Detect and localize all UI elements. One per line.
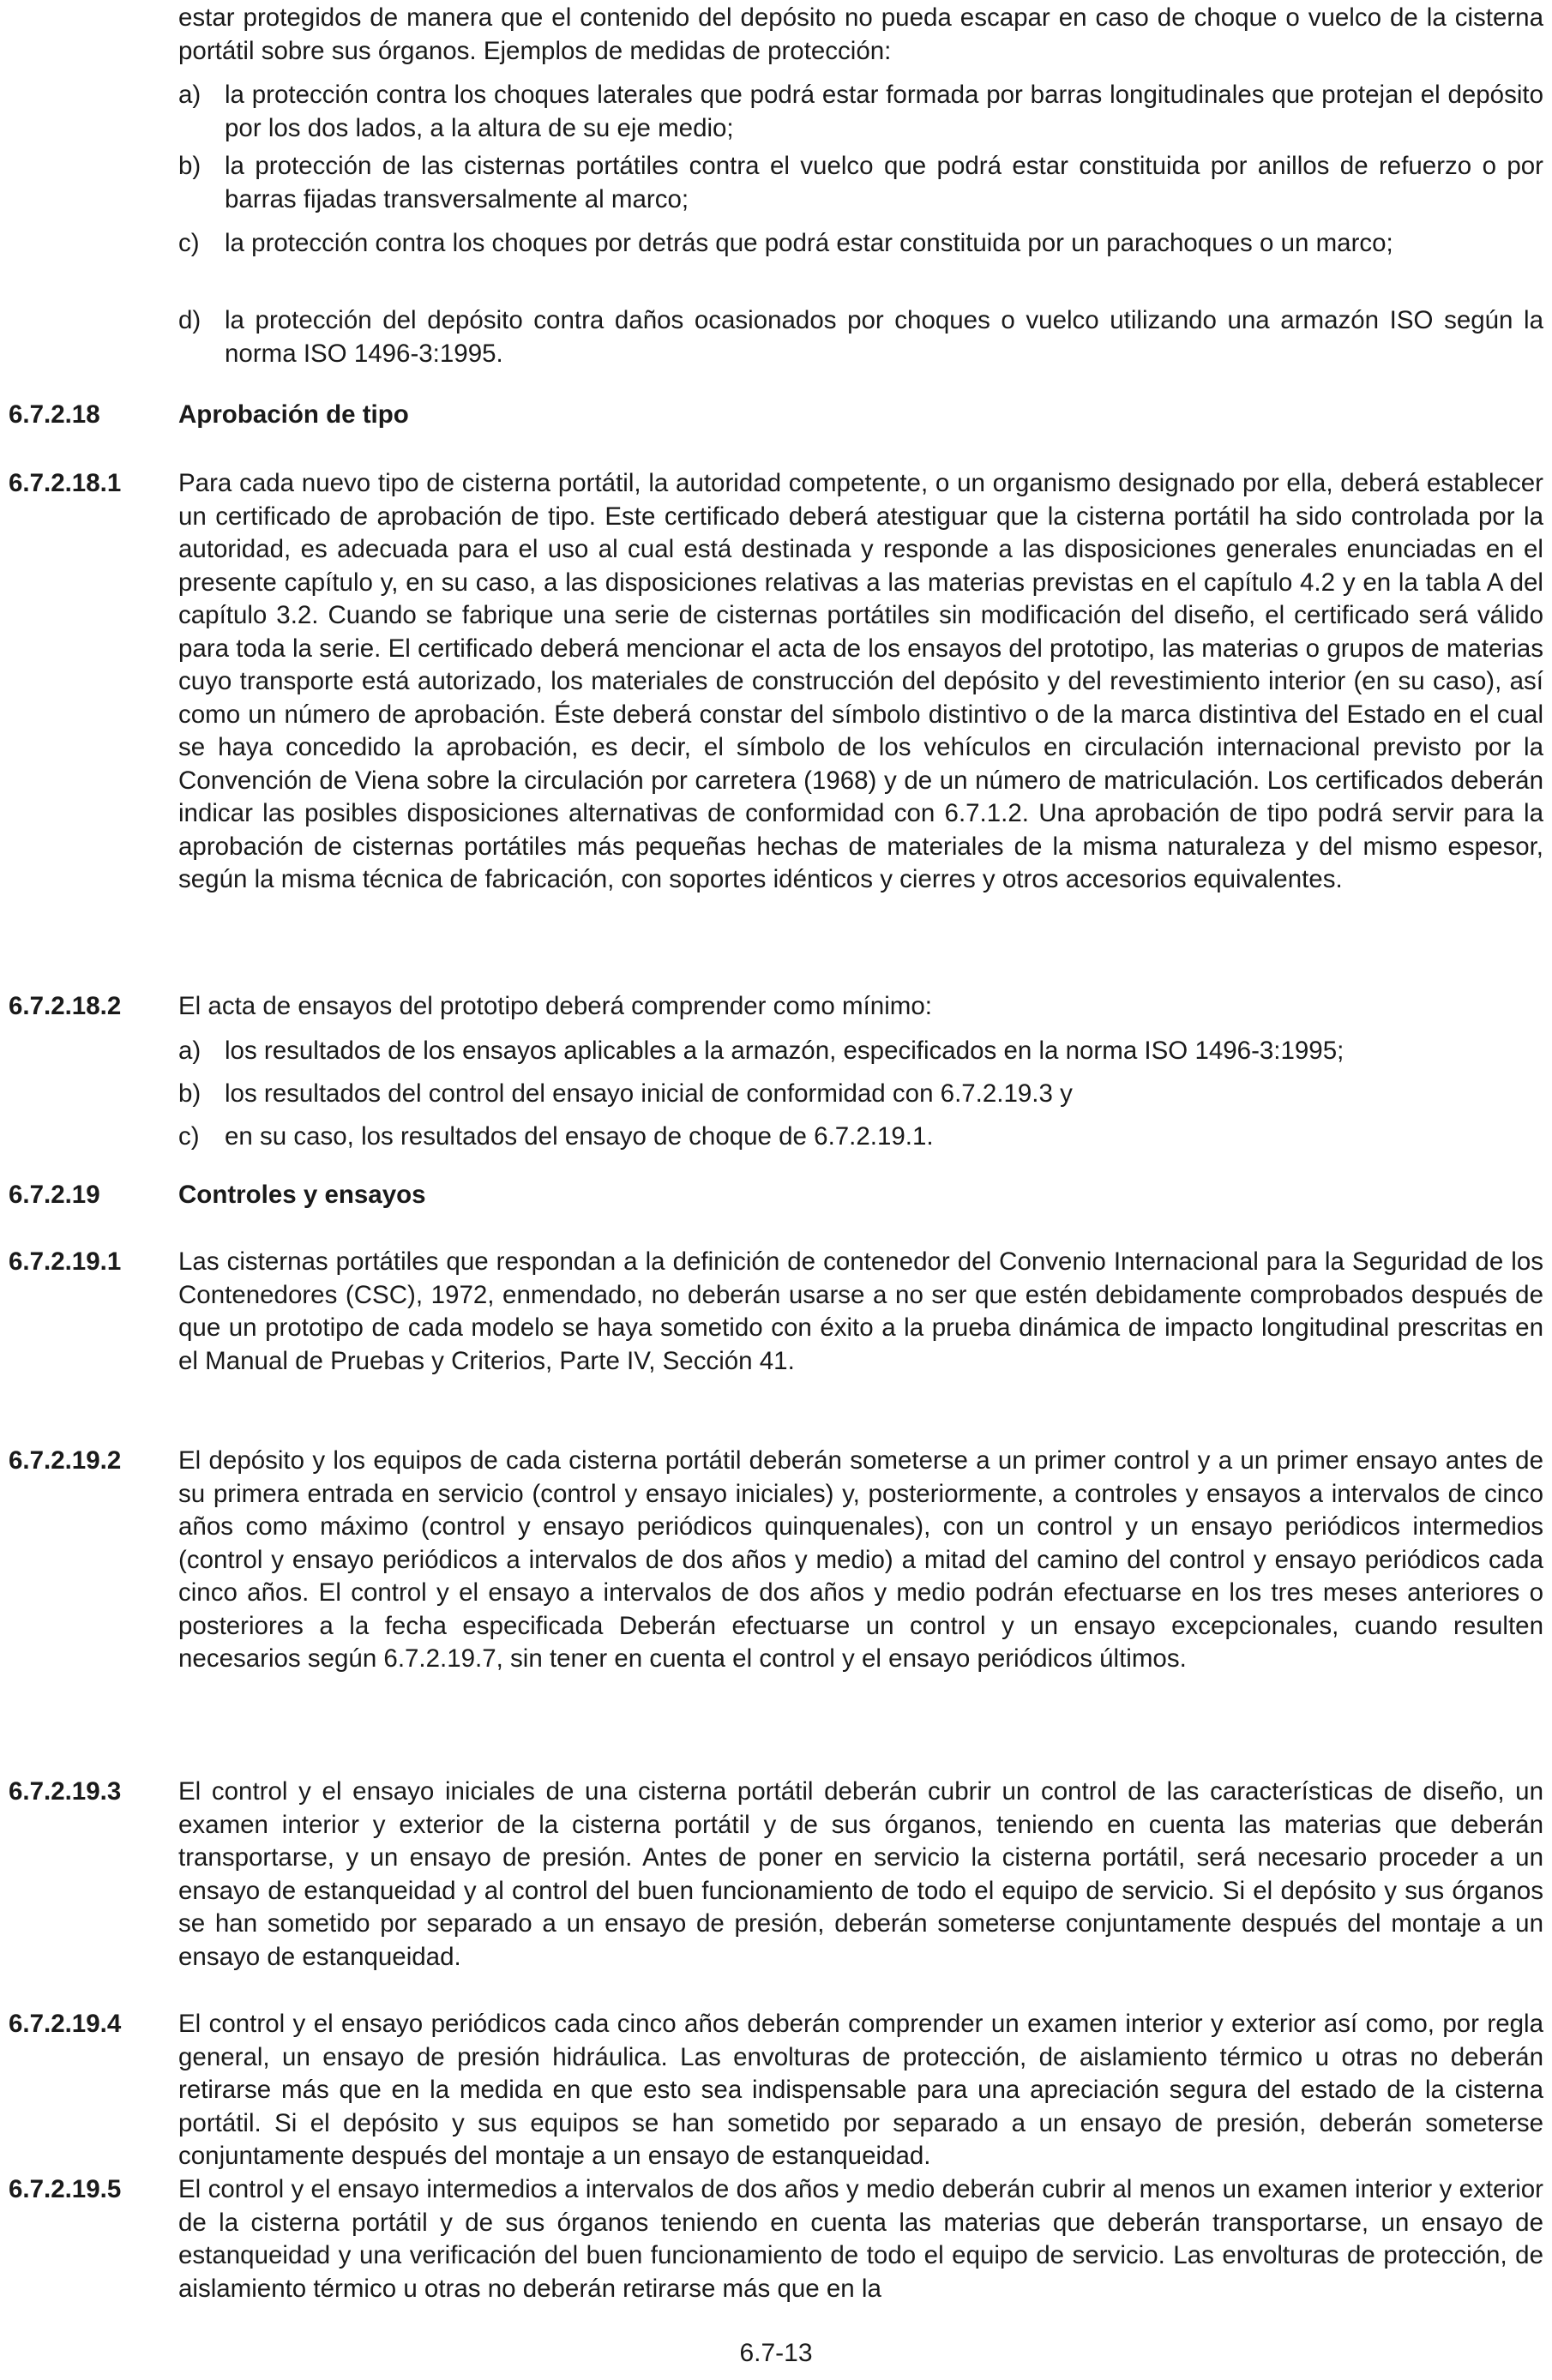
intro-paragraph: estar protegidos de manera que el contenido del depósito no pueda escapar en caso de choque o vuelco de la cisterna portátil sobre sus órganos. Ejemplos de medidas de protección:: [178, 3, 1543, 65]
item-text: los resultados del control del ensayo inicial de conformidad con 6.7.2.19.3 y: [225, 1079, 1073, 1108]
item-label: a): [178, 81, 202, 109]
item-label: d): [178, 306, 202, 334]
section-number: 6.7.2.19.2: [9, 1446, 122, 1475]
item-text: en su caso, los resultados del ensayo de choque de 6.7.2.19.1.: [225, 1122, 934, 1151]
item-text: la protección contra los choques por detrás que podrá estar constituida por un parachoques o un marco;: [225, 229, 1393, 257]
section-paragraph: El depósito y los equipos de cada cisterna portátil deberán someterse a un primer control y a un primer ensayo antes de su primera entrada en servicio (control y ensayo iniciales) y, posteriormente, a controles y ensayos a intervalos de cinco años como máximo (control y ensayo periódicos quinquenales), con un control y un ensayo periódicos intermedios (control y ensayo periódicos a intervalos de dos años y medio) a mitad del camino del control y ensayo periódicos cada cinco años. El control y el ensayo a intervalos de dos años y medio podrán efectuarse en los tres meses anteriores o posteriores a la fecha especificada Deberán efectuarse un control y un ensayo excepcionales, cuando resulten necesarios según 6.7.2.19.7, sin tener en cuenta el control y el ensayo periódicos últimos.: [178, 1446, 1543, 1673]
item-label: b): [178, 152, 202, 180]
section-number: 6.7.2.18: [9, 400, 100, 429]
section-number: 6.7.2.19.4: [9, 2010, 122, 2038]
section-heading: Aprobación de tipo: [178, 400, 409, 429]
item-label: c): [178, 229, 200, 257]
section-number: 6.7.2.18.1: [9, 469, 122, 497]
section-number: 6.7.2.18.2: [9, 992, 122, 1020]
item-label: a): [178, 1037, 202, 1065]
section-number: 6.7.2.19.3: [9, 1777, 122, 1806]
section-heading: Controles y ensayos: [178, 1181, 426, 1209]
item-text: la protección contra los choques laterales que podrá estar formada por barras longitudinales que protejan el depósito por los dos lados, a la altura de su eje medio;: [225, 81, 1543, 142]
section-paragraph: El control y el ensayo iniciales de una cisterna portátil deberán cubrir un control de las características de diseño, un examen interior y exterior de la cisterna portátil y de sus órganos, teniendo en cuenta las materias que deberán transportarse, y un ensayo de presión. Antes de poner en servicio la cisterna portátil, será necesario proceder a un ensayo de estanqueidad y al control del buen funcionamiento de todo el equipo de servicio. Si el depósito y sus órganos se han sometido por separado a un ensayo de presión, deberán someterse conjuntamente después del montaje a un ensayo de estanqueidad.: [178, 1777, 1543, 1971]
section-paragraph: El control y el ensayo periódicos cada cinco años deberán comprender un examen interior y exterior así como, por regla general, un ensayo de presión hidráulica. Las envolturas de protección, de aislamiento térmico u otras no deberán retirarse más que en la medida en que esto sea indispensable para una apreciación segura del estado de la cisterna portátil. Si el depósito y sus equipos se han sometido por separado a un ensayo de presión, deberán someterse conjuntamente después del montaje a un ensayo de estanqueidad.: [178, 2010, 1543, 2170]
item-label: b): [178, 1079, 202, 1108]
section-paragraph: Las cisternas portátiles que respondan a la definición de contenedor del Convenio Internacional para la Seguridad de los Contenedores (CSC), 1972, enmendado, no deberán usarse a no ser que estén debidamente comprobados después de que un prototipo de cada modelo se haya sometido con éxito a la prueba dinámica de impacto longitudinal prescritas en el Manual de Pruebas y Criterios, Parte IV, Sección 41.: [178, 1247, 1543, 1375]
item-text: los resultados de los ensayos aplicables a la armazón, especificados en la norma ISO 1496-3:1995;: [225, 1037, 1344, 1065]
item-label: c): [178, 1122, 200, 1151]
section-number: 6.7.2.19: [9, 1181, 100, 1209]
item-text: la protección del depósito contra daños ocasionados por choques o vuelco utilizando una armazón ISO según la norma ISO 1496-3:1995.: [225, 306, 1543, 368]
section-paragraph: El acta de ensayos del prototipo deberá comprender como mínimo:: [178, 992, 932, 1020]
item-text: la protección de las cisternas portátiles contra el vuelco que podrá estar constituida por anillos de refuerzo o por barras fijadas transversalmente al marco;: [225, 152, 1543, 213]
section-number: 6.7.2.19.5: [9, 2175, 122, 2203]
section-paragraph: Para cada nuevo tipo de cisterna portátil, la autoridad competente, o un organismo designado por ella, deberá establecer un certificado de aprobación de tipo. Este certificado deberá atestiguar que la cisterna portátil ha sido controlada por la autoridad, es adecuada para el uso al cual está destinada y responde a las disposiciones generales enunciadas en el presente capítulo y, en su caso, a las disposiciones relativas a las materias previstas en el capítulo 4.2 y en la tabla A del capítulo 3.2. Cuando se fabrique una serie de cisternas portátiles sin modificación del diseño, el certificado será válido para toda la serie. El certificado deberá mencionar el acta de los ensayos del prototipo, las materias o grupos de materias cuyo transporte está autorizado, los materiales de construcción del depósito y del revestimiento interior (en su caso), así como un número de aprobación. Éste deberá constar del símbolo distintivo o de la marca distintiva del Estado en el cual se haya concedido la aprobación, es decir, el símbolo de los vehículos en circulación internacional previsto por la Convención de Viena sobre la circulación por carretera (1968) y de un número de matriculación. Los certificados deberán indicar las posibles disposiciones alternativas de conformidad con 6.7.1.2. Una aprobación de tipo podrá servir para la aprobación de cisternas portátiles más pequeñas hechas de materiales de la misma naturaleza y del mismo espesor, según la misma técnica de fabricación, con soportes idénticos y cierres y otros accesorios equivalentes.: [178, 469, 1543, 893]
section-paragraph: El control y el ensayo intermedios a intervalos de dos años y medio deberán cubrir al menos un examen interior y exterior de la cisterna portátil y de sus órganos teniendo en cuenta las materias que deberán transportarse, un ensayo de estanqueidad y una verificación del buen funcionamiento de todo el equipo de servicio. Las envolturas de protección, de aislamiento térmico u otras no deberán retirarse más que en la: [178, 2175, 1543, 2303]
section-number: 6.7.2.19.1: [9, 1247, 122, 1276]
page-number: 6.7-13: [739, 2339, 813, 2367]
